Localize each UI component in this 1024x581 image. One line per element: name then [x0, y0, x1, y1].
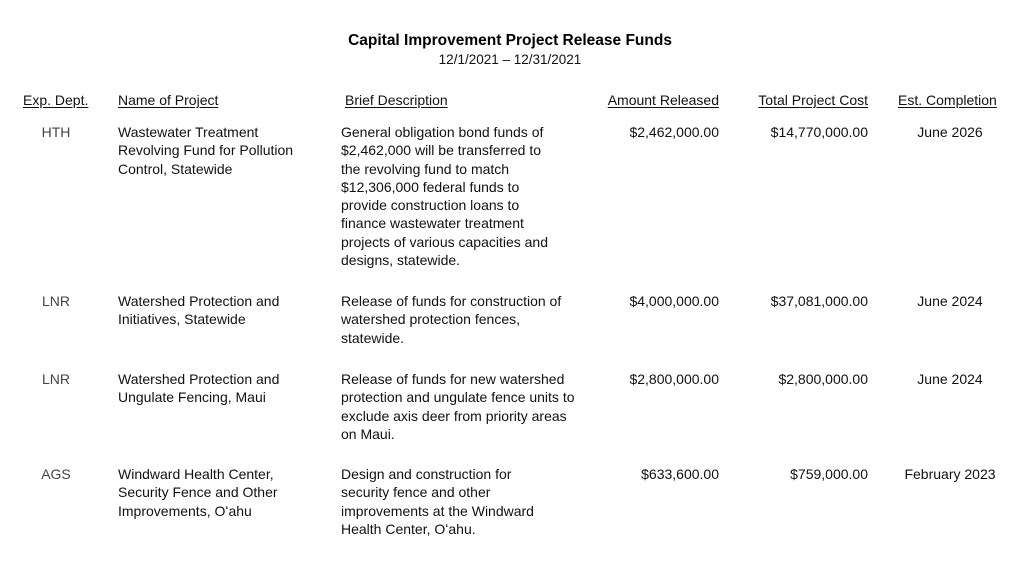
cell-completion: June 2024: [917, 293, 983, 309]
cell-description: General obligation bond funds of $2,462,000 will be transferred to the revolving fund to match $12,306,000 federal funds to provide construction loans to finance wastewater treatment projects of various capacities and designs, statewide.: [341, 124, 548, 269]
cell-total-cost: $37,081,000.00: [770, 293, 868, 309]
cell-name: Watershed Protection and Ungulate Fencing, Maui: [118, 371, 280, 406]
cell-description: Release of funds for new watershed protection and ungulate fence units to exclude axis deer from priority areas on Maui.: [341, 371, 575, 442]
cell-amount-released: $633,600.00: [641, 466, 719, 482]
cell-total-cost: $14,770,000.00: [770, 124, 868, 140]
cell-name: Watershed Protection and Initiatives, Statewide: [118, 293, 280, 328]
document-title: Capital Improvement Project Release Funds: [348, 32, 672, 49]
date-range: 12/1/2021 – 12/31/2021: [438, 52, 582, 67]
cell-name: Wastewater Treatment Revolving Fund for Pollution Control, Statewide: [118, 124, 294, 177]
cell-description: Release of funds for construction of watershed protection fences, statewide.: [341, 293, 562, 346]
cell-amount-released: $2,800,000.00: [629, 371, 719, 387]
header-dept: Exp. Dept.: [23, 92, 89, 108]
cell-completion: June 2026: [917, 124, 983, 140]
cell-name: Windward Health Center, Security Fence and Other Improvements, Oʻahu: [118, 466, 278, 519]
cell-amount-released: $2,462,000.00: [629, 124, 719, 140]
header-amount-released: Amount Released: [607, 92, 719, 108]
header-description: Brief Description: [345, 92, 448, 108]
cell-completion: June 2024: [917, 371, 983, 387]
header-completion: Est. Completion: [898, 92, 997, 108]
header-total-cost: Total Project Cost: [758, 92, 868, 108]
header-name: Name of Project: [118, 92, 219, 108]
cell-amount-released: $4,000,000.00: [629, 293, 719, 309]
cell-dept: LNR: [41, 293, 70, 309]
cell-dept: HTH: [41, 124, 71, 140]
cell-total-cost: $759,000.00: [790, 466, 868, 482]
cell-total-cost: $2,800,000.00: [778, 371, 868, 387]
cell-description: Design and construction for security fence and other improvements at the Windward Health Center, Oʻahu.: [341, 466, 534, 537]
cell-dept: AGS: [41, 466, 71, 482]
cell-completion: February 2023: [904, 466, 996, 482]
cell-dept: LNR: [41, 371, 70, 387]
